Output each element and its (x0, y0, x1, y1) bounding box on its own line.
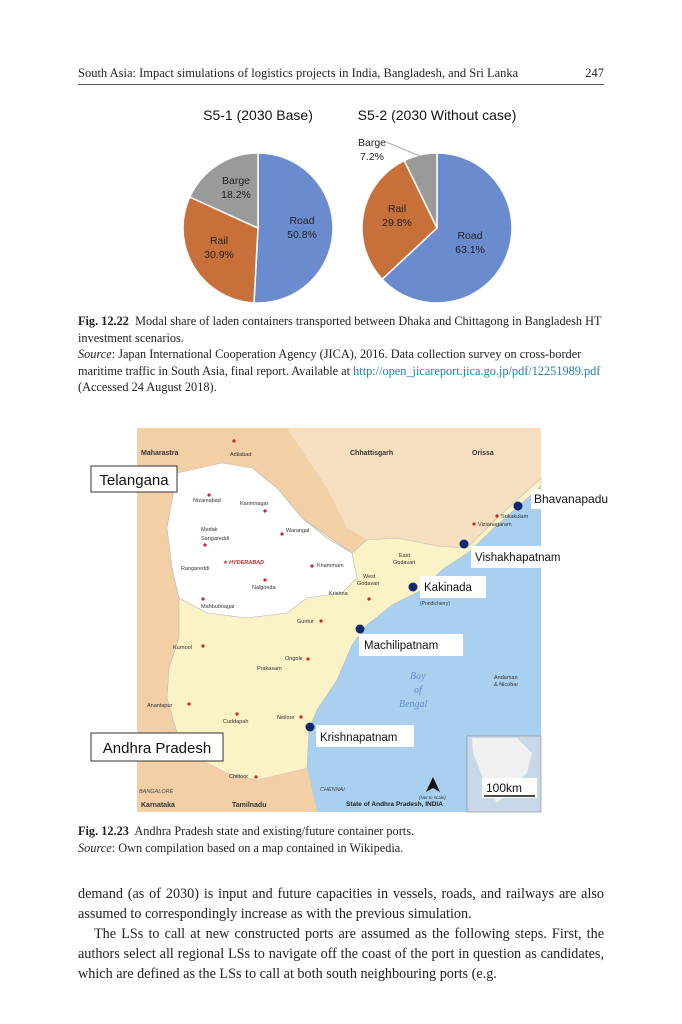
india-inset-map (467, 736, 541, 812)
header-rule (78, 84, 604, 85)
pie-value-label: 30.9% (204, 249, 234, 261)
city-dot (201, 644, 204, 647)
city-east-godavari-2: Godavari (393, 560, 416, 566)
label-pondicherry: (Pondicherry) (420, 601, 451, 607)
city-west-godavari-2: Godavari (357, 581, 380, 587)
city-anantapur: Anantapur (147, 703, 173, 709)
figure-label: Fig. 12.23 (78, 824, 129, 838)
pie-value-label: 7.2% (360, 151, 384, 163)
source-accessed: (Accessed 24 August 2018). (78, 380, 217, 394)
port-krishnapatnam-label: Krishnapatnam (320, 732, 398, 744)
city-dot (203, 543, 206, 546)
label-not-to-scale: (Not to scale) (419, 795, 446, 800)
pie-category-label: Road (457, 230, 483, 242)
city-vizianagaram: Vizianagaram (478, 522, 512, 528)
pie-value-label: 63.1% (455, 244, 485, 256)
pie-slice-road (254, 153, 333, 303)
city-karimnagar: Karimnagar (240, 501, 269, 507)
port-bhavanapadu (514, 502, 523, 511)
city-cuddapah: Cuddapah (223, 719, 249, 725)
paragraph: demand (as of 2030) is input and future capacities in vessels, roads, and railways are also assumed to correspondingly increase as with the previous simulation. (78, 886, 604, 922)
city-prakasam: Prakasam (257, 666, 282, 672)
port-bhavanapadu-overlay: Bhavanapadu (531, 489, 611, 509)
city-east-godavari-1: East (399, 553, 411, 559)
port-kakinada-label: Kakinada (424, 582, 472, 594)
city-nizamabad: Nizamabad (193, 498, 221, 504)
city-dot (319, 619, 322, 622)
city-ongole: Ongole (285, 656, 303, 662)
pie-title: S5-2 (2030 Without case) (357, 107, 517, 123)
city-west-godavari-1: West (363, 574, 376, 580)
body-text (78, 884, 604, 984)
city-dot (306, 657, 309, 660)
paragraph: The LSs to call at new constructed ports are assumed as the following steps. First, the authors select all regional LSs to navigate off the coast of the port in question as candidates, which are defined as the LSs to call at both south neighbouring ports (e.g. (78, 926, 604, 982)
modal-share-pie-charts (0, 100, 682, 310)
city-mahbubnagar: Mahbubnagar (201, 604, 235, 610)
city-warangal: Warangal (286, 528, 310, 534)
city-dot (310, 564, 313, 567)
city-dot (472, 522, 475, 525)
city-chittoor: Chittoor (229, 774, 249, 780)
port-marker (514, 502, 523, 511)
source-link[interactable]: http://open_jicareport.jica.go.jp/pdf/12251989.pdf (353, 363, 601, 378)
label-karnataka: Karnataka (141, 802, 175, 809)
port-marker (356, 625, 365, 634)
page-number: 247 (585, 66, 604, 80)
city-chennai: CHENNAI (320, 787, 345, 793)
city-krishna: Krishna (329, 591, 348, 597)
label-of: of (414, 685, 422, 696)
label-tamilnadu: Tamilnadu (232, 802, 267, 809)
city-dot (232, 439, 235, 442)
city-nalgonda: Nalgonda (252, 585, 276, 591)
label-andaman: Andaman (494, 675, 518, 681)
label-orissa: Orissa (472, 450, 494, 457)
pie-category-label: Barge (221, 175, 251, 187)
figure-12-23-caption (78, 823, 604, 856)
city-adilabad: Adilabad (230, 452, 252, 458)
city-dot (263, 578, 266, 581)
label-chhattisgarh: Chhattisgarh (350, 450, 394, 457)
label-nicobar: & Nicobar (494, 682, 519, 688)
city-dot (254, 775, 257, 778)
pie-category-label: Rail (387, 203, 407, 215)
city-sangareddi: Sangareddi (201, 536, 230, 542)
city-dot (201, 597, 204, 600)
city-hyderabad: HYDERABAD (229, 560, 265, 566)
city-rangareddi: Rangareddi (181, 566, 210, 572)
figure-12-22-caption (78, 313, 604, 396)
city-dot (235, 712, 238, 715)
city-srikakulam: Srikakulam (501, 514, 529, 520)
pie-chart-s5-2 (358, 107, 517, 303)
city-dot (299, 715, 302, 718)
source-text: : Japan International Cooperation Agency (JICA), 2016. Data collection survey on cross-border maritime traffic in South Asia, final report. Available at (78, 347, 582, 378)
barge-leader-line (386, 142, 420, 156)
pie-value-label: 29.8% (382, 217, 412, 229)
port-marker (306, 723, 315, 732)
port-marker (460, 540, 469, 549)
pie-category-label: Road (289, 215, 315, 227)
city-khammam: Khammam (317, 563, 344, 569)
city-medak: Medak (201, 527, 218, 533)
city-dot (263, 509, 266, 512)
source-label: Source (78, 347, 112, 361)
caption-text: Modal share of laden containers transported between Dhaka and Chittagong in Bangladesh HT investment scenarios. (78, 314, 602, 345)
city-dot (367, 597, 370, 600)
city-dot (495, 514, 498, 517)
city-dot (187, 702, 190, 705)
pie-category-label: Barge (357, 137, 387, 149)
city-guntur: Guntur (297, 619, 314, 625)
port-krishnapatnam (306, 723, 415, 748)
label-bengal: Bengal (399, 699, 428, 710)
city-dot (207, 493, 210, 496)
running-header (78, 66, 604, 84)
city-kurnool: Kurnool (173, 645, 192, 651)
city-bangalore: BANGALORE (139, 789, 174, 795)
source-text: : Own compilation based on a map contained in Wikipedia. (111, 840, 404, 855)
scale-label: 100km (486, 781, 523, 795)
port-marker (409, 583, 418, 592)
port-vishakhapatnam-label: Vishakhapatnam (475, 552, 561, 564)
city-dot (280, 532, 283, 535)
port-kakinada (409, 576, 487, 598)
pie-title: S5-1 (2030 Base) (203, 107, 313, 123)
pie-value-label: 18.2% (221, 189, 251, 201)
label-state-title: State of Andhra Pradesh, INDIA (346, 801, 443, 808)
pie-category-label: Rail (209, 235, 229, 247)
label-bay: Bay (410, 671, 426, 682)
source-label: Source (78, 840, 112, 855)
pie-value-label: 50.8% (287, 229, 317, 241)
port-machilipatnam-label: Machilipatnam (364, 640, 439, 652)
figure-label: Fig. 12.22 (78, 314, 129, 328)
running-title: South Asia: Impact simulations of logistics projects in India, Bangladesh, and Sri Lanka (78, 66, 519, 80)
city-nellore: Nellore (277, 715, 295, 721)
capital-star-icon: ★ (223, 560, 228, 566)
caption-text: Andhra Pradesh state and existing/future container ports. (134, 824, 415, 838)
pie-chart-s5-1 (183, 107, 333, 303)
label-maharastra: Maharastra (141, 450, 179, 457)
telangana-label: Telangana (99, 472, 169, 489)
andhra-pradesh-label: Andhra Pradesh (102, 740, 212, 757)
